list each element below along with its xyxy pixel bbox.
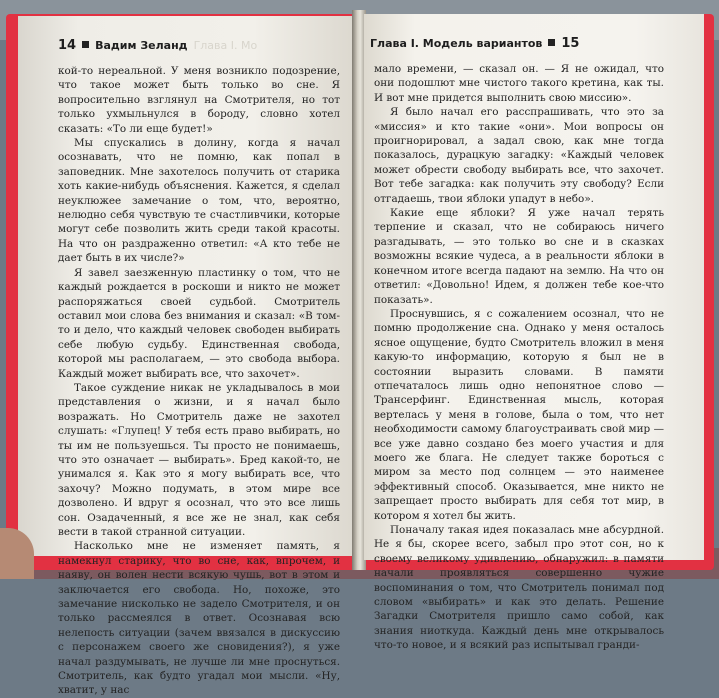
- paragraph: Я завел заезженную пластинку о том, что не каждый рождается в роскоши и никто не может распоряжаться своей судьбой. Смотритель оставил мои слова без внимания и сказал: «В том-то и дело, что каждый человек свободен выбирать себе любую судьбу. Единственная свобода, которой мы располагаем, — это свобода выбора. Каждый может выбирать все, что захочет».: [58, 266, 340, 380]
- author-name: Вадим Зеланд: [95, 39, 188, 52]
- paragraph: Проснувшись, я с сожалением осознал, что не помню продолжение сна. Однако у меня осталось ясное ощущение, будто Смотритель вложил в меня какую-то информацию, которую я был не в состоянии выразить словами. В памяти отпечаталось лишь одно непонятное слово — Трансерфинг. Единственная мысль, которая вертелась у меня в голове, была о том, что нет необходимости самому благоустраивать свой мир — все уже давно создано без моего участия и для моего же блага. Не следует также бороться с миром за место под солнцем — это наименее эффективный способ. Оказывается, мне никто не запрещает просто выбирать для себя тот мир, в котором я хотел бы жить.: [374, 307, 664, 522]
- paragraph: Я было начал его расспрашивать, что это за «миссия» и кто такие «они». Мои вопросы он проигнорировал, а задал свою, как мне тогда показалось, дурацкую загадку: «Каждый человек может обрести свободу выбирать все, что захочет. Вот тебе загадка: как получить эту свободу? Если отгадаешь, твои яблоки упадут в небо».: [374, 106, 664, 205]
- paragraph: Какие еще яблоки? Я уже начал терять терпение и сказал, что не собираюсь ничего разгадывать, — это только во сне и в сказках возможны всякие чудеса, а в реальности яблоки в конечном итоге всегда падают на землю. На что он ответил: «Довольно! Идем, я должен тебе кое-что показать».: [374, 207, 664, 306]
- right-page-number: 15: [561, 36, 580, 51]
- right-page-text: [374, 62, 664, 653]
- paragraph: кой-то нереальной. У меня возникло подозрение, что такое может быть только во сне. Я вопросительно взглянул на Смотрителя, но тот только ухмыльнулся в бороду, словно хотел сказать: «То ли еще будет!»: [58, 65, 340, 135]
- left-page: [18, 16, 354, 697]
- square-bullet-icon: [548, 39, 555, 46]
- left-page-number: 14: [58, 38, 77, 53]
- chapter-title: Глава I. Модель вариантов: [370, 37, 543, 50]
- square-bullet-icon: [82, 41, 89, 48]
- left-page-text: [58, 64, 340, 698]
- left-page-header: [58, 38, 257, 53]
- paragraph: мало времени, — сказал он. — Я не ожидал, что они подошлют мне чистого такого кретина, как ты. И вот мне придется выполнить свою миссию».: [374, 63, 664, 104]
- paragraph: Такое суждение никак не укладывалось в мои представления о жизни, и я начал было возражать. Но Смотритель даже не захотел слушать: «Глупец! У тебя есть право выбирать, но ты им не пользуешься. Ты просто не понимаешь, что это означает — выбирать». Бред какой-то, не унимался я. Как это я могу выбирать все, что захочу? Можно подумать, в этом мире все дозволено. И вдруг я осознал, что это все лишь сон. Озадаченный, я все же не знал, как себя вести в такой странной ситуации.: [58, 381, 340, 538]
- paragraph: Насколько мне не изменяет память, я намекнул старику, что во сне, как, впрочем, и наяву, он волен нести всякую чушь, вот в этом и заключается его свобода. Но, похоже, это замечание нисколько не задело Смотрителя, и он только рассмеялся в ответ. Осознавая всю нелепость ситуации (зачем ввязался в дискуссию с персонажем своего же сновидения?), я уже начал раздумывать, не лучше ли мне проснуться. Смотритель, как будто угадал мои мысли. «Ну, хватит, у нас: [58, 540, 340, 697]
- right-page-header: [370, 36, 579, 51]
- right-page: [364, 14, 704, 652]
- paragraph: Мы спускались в долину, когда я начал осознавать, что не помню, как попал в заповедник. Мне захотелось получить от старика хоть какие-нибудь объяснения. Кажется, я сделал неуклюжее замечание о том, что, вероятно, нелюдно себя чувствую те счастливчики, которые могут себе позволить жить среди такой красоты. На что он раздраженно ответил: «А кто тебе не дает быть в их числе?»: [58, 137, 340, 265]
- show-through-text: Глава I. Мо: [193, 39, 258, 52]
- paragraph: Поначалу такая идея показалась мне абсурдной. Не я бы, скорее всего, забыл про этот сон, но к своему великому удивлению, обнаружил: в памяти начали проявляться совершенно чужие воспоминания о том, что Смотритель понимал под словом «выбирать» и как это делать. Решение Загадки Смотрителя пришло само собой, как знания ниоткуда. Каждый день мне открывалось что-то новое, и я всякий раз испытывал гранди-: [374, 524, 664, 652]
